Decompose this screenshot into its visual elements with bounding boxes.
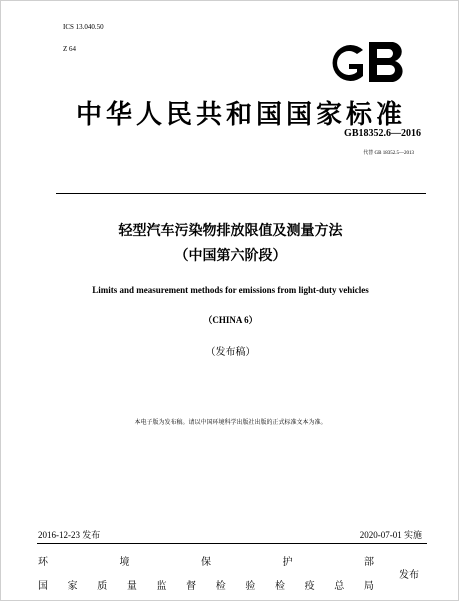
issuer-char: 部 <box>364 557 374 568</box>
bottom-divider <box>37 543 427 544</box>
issuer-char: 保 <box>201 557 211 568</box>
standard-title: 中华人民共和国国家标准 <box>75 100 406 130</box>
issuer-char: 总 <box>334 581 345 592</box>
notice-text: 本电子版为发布稿。请以中国环境科学出版社出版的正式标准文本为准。 <box>134 419 327 426</box>
ics-code: ICS 13.040.50 <box>63 23 104 31</box>
publish-label: 发布 <box>399 570 419 581</box>
title-en: Limits and measurement methods for emissions from light-duty vehicles <box>92 285 369 295</box>
title-cn-line2: （中国第六阶段） <box>174 248 287 264</box>
draft-label: （发布稿） <box>205 347 256 358</box>
issuer-char: 家 <box>67 581 78 592</box>
issue-date: 2016-12-23 发布 <box>38 530 101 540</box>
issuer-char: 量 <box>126 581 137 592</box>
issuer-line2 <box>38 577 374 592</box>
title-cn-line1: 轻型汽车污染物排放限值及测量方法 <box>118 223 343 239</box>
title-en-sub: （CHINA 6） <box>203 315 258 325</box>
issuer-char: 检 <box>275 581 285 592</box>
issuer-char: 督 <box>186 581 197 592</box>
standard-number: GB18352.6—2016 <box>344 128 421 139</box>
issuer-char: 验 <box>245 581 256 592</box>
implement-date: 2020-07-01 实施 <box>359 530 422 540</box>
issuer-char: 监 <box>156 581 167 592</box>
issuer-char: 国 <box>38 581 48 592</box>
issuer-char: 境 <box>119 557 130 568</box>
top-divider <box>56 193 426 194</box>
gb-logo <box>323 36 415 88</box>
ccs-code: Z 64 <box>63 45 77 53</box>
issuer-char: 疫 <box>304 581 315 592</box>
issuer-char: 检 <box>215 581 226 592</box>
issuer-char: 局 <box>363 581 374 592</box>
issuer-char: 环 <box>38 557 48 568</box>
issuer-line1 <box>38 553 374 568</box>
issuer-char: 质 <box>97 581 108 592</box>
replaces-note: 代替 GB 18352.5—2013 <box>363 151 414 156</box>
issuer-char: 护 <box>282 557 293 568</box>
